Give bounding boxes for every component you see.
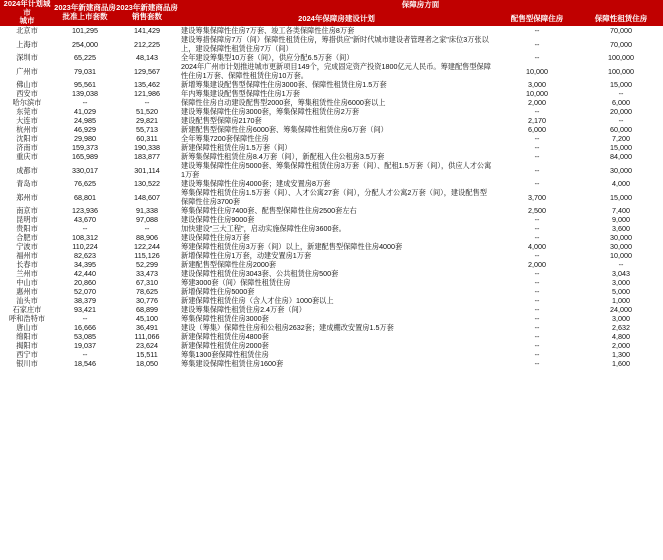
- table-row: [0, 233, 663, 242]
- cell-sale-type-count: --: [534, 332, 540, 341]
- cell-approved-units: 29,980: [74, 134, 96, 143]
- cell-plan-description: 建设配售型保障房2170套: [181, 116, 262, 125]
- table-row: [0, 188, 663, 206]
- cell-approved-units: 41,029: [74, 107, 96, 116]
- header-approved: [54, 0, 116, 26]
- cell-approved-units: 24,985: [74, 116, 96, 125]
- cell-rental-type-count: 70,000: [610, 39, 632, 49]
- cell-rental-type-count: 3,600: [612, 224, 630, 233]
- cell-approved-units: 330,017: [72, 165, 98, 175]
- cell-sold-units: 45,100: [136, 314, 158, 323]
- cell-rental-type-count: 84,000: [610, 152, 632, 161]
- cell-sale-type-count: --: [534, 215, 540, 224]
- header-city: [0, 0, 54, 26]
- cell-approved-units: --: [82, 224, 88, 233]
- cell-plan-description: 新筹集保障性租赁住房8.4万套（间），新配租入住公租房3.5万套: [181, 152, 385, 161]
- cell-city: 银川市: [16, 359, 38, 368]
- cell-city: 大连市: [16, 116, 38, 125]
- cell-sale-type-count: 2,000: [528, 98, 546, 107]
- cell-approved-units: 52,070: [74, 287, 96, 296]
- cell-city: 绵阳市: [16, 332, 38, 341]
- cell-sold-units: 212,225: [134, 39, 160, 49]
- table-row: [0, 179, 663, 188]
- cell-plan-description: 新建保障性租赁住房4800套: [181, 332, 269, 341]
- cell-city: 西安市: [16, 89, 38, 98]
- cell-rental-type-count: 30,000: [610, 233, 632, 242]
- table-row: [0, 125, 663, 134]
- cell-sale-type-count: --: [534, 296, 540, 305]
- cell-rental-type-count: 3,043: [612, 269, 630, 278]
- cell-plan-description: 筹集1300套保障性租赁住房: [181, 350, 269, 359]
- table-row: [0, 242, 663, 251]
- cell-city: 郑州市: [16, 192, 38, 202]
- cell-rental-type-count: 1,600: [612, 359, 630, 368]
- header-sold: [116, 0, 178, 26]
- cell-city: 兰州市: [16, 269, 38, 278]
- cell-rental-type-count: --: [618, 116, 624, 125]
- cell-city: 汕头市: [16, 296, 38, 305]
- cell-plan-description: 建设（筹集）保障性住房和公租房2632套；建成棚改安置房1.5万套: [181, 323, 394, 332]
- cell-sale-type-count: --: [534, 278, 540, 287]
- cell-plan-description: 建设筹集保障性住房3000套，筹集保障性租赁住房2万套: [181, 107, 360, 116]
- cell-city: 西宁市: [16, 350, 38, 359]
- cell-plan-description: 新建配售型保障性住房6000套、筹集保障性租赁住房6万套（间）: [181, 125, 388, 134]
- cell-sold-units: 78,625: [136, 287, 158, 296]
- cell-sale-type-count: --: [534, 287, 540, 296]
- table-row: [0, 80, 663, 89]
- cell-sold-units: 29,821: [136, 116, 158, 125]
- table-row: [0, 314, 663, 323]
- table-row: [0, 332, 663, 341]
- cell-sold-units: 130,522: [134, 179, 160, 188]
- cell-city: 北京市: [16, 26, 38, 35]
- table-row: [0, 35, 663, 53]
- table-row: [0, 323, 663, 332]
- cell-sold-units: 111,066: [134, 332, 160, 341]
- cell-plan-description: 加快建设"三大工程"，启动实施保障性住房3600套。: [181, 224, 346, 233]
- cell-plan-description: 新建配售型保障性住房2000套: [181, 260, 277, 269]
- table-row: [0, 359, 663, 368]
- header-city-line1: 2024年计划城市: [3, 0, 51, 17]
- cell-sold-units: 88,906: [136, 233, 158, 242]
- header-approved-line2: 批准上市套数: [62, 12, 108, 21]
- cell-plan-description: 建设保障性住房9000套: [181, 215, 255, 224]
- cell-sale-type-count: --: [534, 53, 540, 62]
- header-group-affordable: 保障房方面: [178, 0, 663, 10]
- cell-rental-type-count: 2,632: [612, 323, 630, 332]
- cell-rental-type-count: --: [618, 89, 624, 98]
- cell-approved-units: 20,860: [74, 278, 96, 287]
- cell-approved-units: --: [82, 314, 88, 323]
- table-row: [0, 53, 663, 62]
- table-row: [0, 206, 663, 215]
- cell-plan-description: 全年建设筹集型10万套（间），供应分配6.5万套（间）: [181, 53, 354, 62]
- cell-approved-units: 18,546: [74, 359, 96, 368]
- cell-plan-description: 全年筹集7200套保障性住房: [181, 134, 269, 143]
- table-row: [0, 107, 663, 116]
- table-row: [0, 287, 663, 296]
- cell-sale-type-count: 10,000: [526, 89, 548, 98]
- cell-plan-description: 新建保障性租赁住房2000套: [181, 341, 269, 350]
- cell-city: 成都市: [16, 165, 38, 175]
- cell-approved-units: 38,379: [74, 296, 96, 305]
- cell-rental-type-count: 7,200: [612, 134, 630, 143]
- cell-city: 济南市: [16, 143, 38, 152]
- cell-sale-type-count: --: [534, 152, 540, 161]
- cell-rental-type-count: 70,000: [610, 26, 632, 35]
- cell-city: 唐山市: [16, 323, 38, 332]
- cell-sale-type-count: --: [534, 341, 540, 350]
- cell-sale-type-count: 2,170: [528, 116, 546, 125]
- cell-approved-units: 93,421: [74, 305, 96, 314]
- cell-rental-type-count: 3,000: [612, 314, 630, 323]
- table-row: [0, 269, 663, 278]
- table-row: [0, 305, 663, 314]
- table-row: [0, 116, 663, 125]
- table-row: [0, 152, 663, 161]
- cell-plan-description: 建设保障性住房3万套: [181, 233, 250, 242]
- cell-plan-description: 筹集保障性租赁住房1.5万套（间）、人才公寓27套（间），分配人才公寓2万套（间），建设配售型保障性住房3700套: [181, 188, 487, 206]
- table-header-group-row: [0, 0, 663, 10]
- cell-approved-units: 16,666: [74, 323, 96, 332]
- cell-sale-type-count: --: [534, 143, 540, 152]
- cell-sold-units: 33,473: [136, 269, 158, 278]
- header-plan: 2024年保障房建设计划: [178, 10, 495, 26]
- cell-sale-type-count: 3,700: [528, 192, 546, 202]
- header-city-line2: 城市: [19, 16, 35, 26]
- cell-approved-units: 139,038: [72, 89, 98, 98]
- cell-approved-units: 19,037: [74, 341, 96, 350]
- table-row: [0, 62, 663, 80]
- cell-sale-type-count: --: [534, 269, 540, 278]
- cell-sale-type-count: --: [534, 26, 540, 35]
- cell-plan-description: 筹集建设保障性租赁住房1600套: [181, 359, 284, 368]
- cell-sold-units: 91,338: [136, 206, 158, 215]
- cell-rental-type-count: 60,000: [610, 125, 632, 134]
- cell-plan-description: 新增筹集建设配售型保障性住房3000套、保障性租赁住房1.5万套: [181, 80, 387, 89]
- cell-sold-units: --: [144, 224, 150, 233]
- cell-city: 重庆市: [16, 152, 38, 161]
- cell-approved-units: 110,224: [72, 242, 98, 251]
- cell-rental-type-count: 30,000: [610, 165, 632, 175]
- cell-sold-units: --: [144, 98, 150, 107]
- cell-approved-units: 123,936: [72, 206, 98, 215]
- cell-plan-description: 新建保障性租赁住房（含人才住房）1000套以上: [181, 296, 334, 305]
- cell-plan-description: 建设筹集保障性租赁住房2.4万套（间）: [181, 305, 306, 314]
- cell-sale-type-count: --: [534, 233, 540, 242]
- cell-rental-type-count: 100,000: [608, 66, 634, 76]
- cell-city: 宁波市: [16, 242, 38, 251]
- table-row: [0, 350, 663, 359]
- cell-sale-type-count: --: [534, 323, 540, 332]
- cell-city: 广州市: [16, 66, 38, 76]
- cell-city: 惠州市: [16, 287, 38, 296]
- cell-rental-type-count: 20,000: [610, 107, 632, 116]
- cell-sold-units: 141,429: [134, 26, 160, 35]
- cell-city: 佛山市: [16, 80, 38, 89]
- cell-sale-type-count: --: [534, 359, 540, 368]
- cell-approved-units: 95,561: [74, 80, 96, 89]
- cell-rental-type-count: 1,300: [612, 350, 630, 359]
- cell-sale-type-count: --: [534, 314, 540, 323]
- cell-approved-units: 42,440: [74, 269, 96, 278]
- cell-city: 深圳市: [16, 53, 38, 62]
- table-row: [0, 134, 663, 143]
- cell-rental-type-count: 1,000: [612, 296, 630, 305]
- cell-sold-units: 148,607: [134, 192, 160, 202]
- cell-sale-type-count: 2,500: [528, 206, 546, 215]
- cell-approved-units: 254,000: [72, 39, 98, 49]
- cell-sale-type-count: 6,000: [528, 125, 546, 134]
- cell-rental-type-count: 10,000: [610, 251, 632, 260]
- table-row: [0, 161, 663, 179]
- header-sale-type: 配售型保障住房: [495, 10, 579, 26]
- cell-approved-units: 65,225: [74, 53, 96, 62]
- table-row: [0, 251, 663, 260]
- cell-sale-type-count: --: [534, 165, 540, 175]
- cell-sold-units: 121,986: [134, 89, 160, 98]
- cell-rental-type-count: 30,000: [610, 242, 632, 251]
- cell-city: 石家庄市: [12, 305, 42, 314]
- cell-plan-description: 筹建保障性租赁住房3万套（间）以上，新建配售型保障性住房4000套: [181, 242, 403, 251]
- header-sold-line1: 2023年新建商品房: [116, 3, 178, 13]
- cell-plan-description: 建设筹集保障性住房5000套、筹集保障性租赁住房3万套（间）、配租1.5万套（间），供应人才公寓1万套: [181, 161, 492, 179]
- table-row: [0, 341, 663, 350]
- table-row: [0, 98, 663, 107]
- cell-approved-units: 34,395: [74, 260, 96, 269]
- cell-rental-type-count: 9,000: [612, 215, 630, 224]
- cell-plan-description: 新增保障性住房1万套，动建安置房1万套: [181, 251, 312, 260]
- cell-city: 揭阳市: [16, 341, 38, 350]
- cell-city: 哈尔滨市: [12, 98, 42, 107]
- cell-plan-description: 年内筹集建设配售型保障性住房1万套: [181, 89, 300, 98]
- cell-sold-units: 129,567: [134, 66, 160, 76]
- cell-plan-description: 筹建3000套（间）保障性租赁住房: [181, 278, 291, 287]
- cell-sale-type-count: --: [534, 350, 540, 359]
- cell-sold-units: 68,899: [136, 305, 158, 314]
- cell-rental-type-count: 6,000: [612, 98, 630, 107]
- cell-sold-units: 51,520: [136, 107, 158, 116]
- cell-sold-units: 36,491: [136, 323, 158, 332]
- cell-rental-type-count: 5,000: [612, 287, 630, 296]
- cell-city: 沈阳市: [16, 134, 38, 143]
- cell-plan-description: 建设筹集保障性住房7万套、竣工各类保障性住房8万套: [181, 26, 355, 35]
- cell-sale-type-count: 10,000: [526, 66, 548, 76]
- table-row: [0, 224, 663, 233]
- cell-city: 福州市: [16, 251, 38, 260]
- cell-rental-type-count: 24,000: [610, 305, 632, 314]
- cell-sold-units: 67,310: [136, 278, 158, 287]
- table-row: [0, 89, 663, 98]
- cell-plan-description: 新增保障性住房5000套: [181, 287, 255, 296]
- cell-sold-units: 23,624: [136, 341, 158, 350]
- cell-sold-units: 135,462: [134, 80, 160, 89]
- cell-plan-description: 筹集保障性租赁住房3000套: [181, 314, 269, 323]
- table-row: [0, 296, 663, 305]
- cell-sold-units: 190,338: [134, 143, 160, 152]
- cell-sold-units: 115,126: [134, 251, 160, 260]
- cell-city: 贵阳市: [16, 224, 38, 233]
- cell-rental-type-count: --: [618, 260, 624, 269]
- cell-city: 东莞市: [16, 107, 38, 116]
- cell-approved-units: 46,929: [74, 125, 96, 134]
- cell-approved-units: 101,295: [72, 26, 98, 35]
- cell-plan-description: 保障性住房自动建设配售型2000套，筹集租赁性住房6000套以上: [181, 98, 386, 107]
- cell-rental-type-count: 15,000: [610, 80, 632, 89]
- cell-rental-type-count: 4,000: [612, 179, 630, 188]
- cell-approved-units: 165,989: [72, 152, 98, 161]
- cell-approved-units: 79,031: [74, 66, 96, 76]
- cell-approved-units: 76,625: [74, 179, 96, 188]
- table-row: [0, 260, 663, 269]
- cell-sold-units: 30,776: [136, 296, 158, 305]
- cell-rental-type-count: 15,000: [610, 143, 632, 152]
- cell-sold-units: 48,143: [136, 53, 158, 62]
- cell-approved-units: --: [82, 350, 88, 359]
- cell-sale-type-count: --: [534, 179, 540, 188]
- header-rent-type: 保障性租赁住房: [579, 10, 663, 26]
- cell-plan-description: 新建保障性租赁住房1.5万套（间）: [181, 143, 292, 152]
- cell-sale-type-count: 4,000: [528, 242, 546, 251]
- cell-sale-type-count: --: [534, 107, 540, 116]
- cell-plan-description: 建设筹措保障房7万（间）保障性租赁住房，筹措供应"新时代城市建设者管理者之家"床位3万张以上，建设保障性租赁住房7万（间）: [181, 35, 489, 53]
- cell-sold-units: 97,088: [136, 215, 158, 224]
- cell-sold-units: 301,114: [134, 165, 160, 175]
- cell-sold-units: 122,244: [134, 242, 160, 251]
- table-body: [0, 26, 663, 368]
- table-row: [0, 278, 663, 287]
- cell-approved-units: 68,801: [74, 192, 96, 202]
- cell-city: 呼和浩特市: [9, 314, 45, 323]
- cell-city: 杭州市: [16, 125, 38, 134]
- cell-plan-description: 筹集保障性住房7400套、配售型保障性住房2500套左右: [181, 206, 357, 215]
- header-sold-line2: 销售套数: [132, 12, 162, 21]
- cell-sold-units: 183,877: [134, 152, 160, 161]
- cell-rental-type-count: 100,000: [608, 53, 634, 62]
- cell-approved-units: 159,373: [72, 143, 98, 152]
- cell-plan-description: 建设保障性租赁住房3043套、公共租赁住房500套: [181, 269, 339, 278]
- cell-sold-units: 15,511: [136, 350, 158, 359]
- cell-approved-units: 53,085: [74, 332, 96, 341]
- cell-approved-units: 108,312: [72, 233, 98, 242]
- cell-city: 南京市: [16, 206, 38, 215]
- cell-sold-units: 55,713: [136, 125, 158, 134]
- cell-sale-type-count: --: [534, 224, 540, 233]
- cell-city: 上海市: [16, 39, 38, 49]
- cell-rental-type-count: 15,000: [610, 192, 632, 202]
- cell-plan-description: 建设筹集保障性住房4000套；建成安置房8万套: [181, 179, 331, 188]
- cell-sale-type-count: --: [534, 251, 540, 260]
- table-row: [0, 143, 663, 152]
- cell-sold-units: 18,050: [136, 359, 158, 368]
- cell-plan-description: 2024年广州市计划推进城市更新项目149个，完成固定资产投资1800亿元人民币。筹建配售型保障性住房1万套、保障性租赁住房10万套。: [181, 62, 491, 80]
- cell-sale-type-count: 2,000: [528, 260, 546, 269]
- header-approved-line1: 2023年新建商品房: [54, 3, 116, 13]
- table-row: [0, 215, 663, 224]
- cell-rental-type-count: 2,000: [612, 341, 630, 350]
- cell-city: 中山市: [16, 278, 38, 287]
- cell-sale-type-count: --: [534, 39, 540, 49]
- cell-city: 长春市: [16, 260, 38, 269]
- cell-sale-type-count: --: [534, 134, 540, 143]
- cell-sold-units: 60,311: [136, 134, 158, 143]
- cell-rental-type-count: 3,000: [612, 278, 630, 287]
- cell-sale-type-count: 3,000: [528, 80, 546, 89]
- cell-city: 青岛市: [16, 179, 38, 188]
- cell-rental-type-count: 7,400: [612, 206, 630, 215]
- cell-approved-units: --: [82, 98, 88, 107]
- cell-rental-type-count: 4,800: [612, 332, 630, 341]
- cell-sale-type-count: --: [534, 305, 540, 314]
- cell-city: 昆明市: [16, 215, 38, 224]
- cell-approved-units: 43,670: [74, 215, 96, 224]
- cell-approved-units: 82,623: [74, 251, 96, 260]
- cell-sold-units: 52,299: [136, 260, 158, 269]
- cell-city: 合肥市: [16, 233, 38, 242]
- table-row: [0, 26, 663, 35]
